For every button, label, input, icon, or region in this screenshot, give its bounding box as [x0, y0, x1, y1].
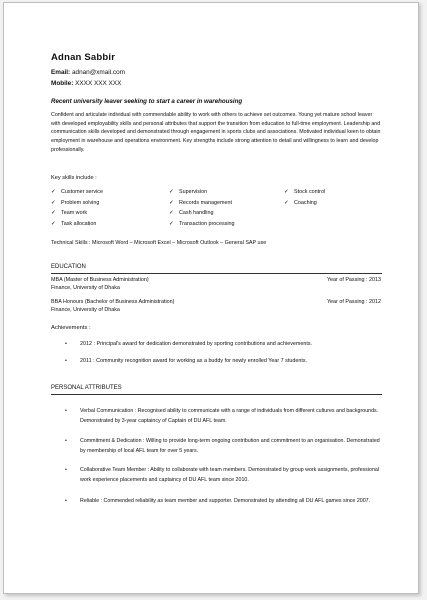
year-of-passing: Year of Passing : 2012	[326, 299, 381, 305]
mobile-value: XXXX XXX XXX	[75, 80, 122, 87]
check-icon: ✓	[51, 199, 56, 206]
skill-item: ✓ Problem solving	[51, 199, 100, 206]
bullet-icon: •	[65, 358, 67, 364]
education-entry	[51, 298, 381, 314]
candidate-name: Adnan Sabbir	[51, 52, 116, 63]
skill-item: ✓ Supervision	[169, 189, 208, 195]
bullet-icon: •	[65, 498, 67, 504]
mobile-label: Mobile:	[51, 80, 74, 87]
skills-column-3	[284, 189, 325, 210]
achievements-title: Achievements :	[51, 325, 91, 331]
key-skills-title: Key skills include :	[51, 175, 97, 181]
profile-summary: Confident and articulate individual with commendable ability to work with others to achieve set outcomes. Young yet mature school leaver with developed employability skills and personal attributes that support the transition from education to full-time employment. Leadership and communication skills developed and demonstrated through engagement in sports clubs and associations. Motivated individual keen to obtain employment in warehouse and operations environment. Key strengths include strong attention to detail and willingness to learn and develop professionally.	[51, 112, 381, 153]
skill-item: ✓ Transaction processing	[169, 220, 235, 227]
bullet-icon: •	[65, 438, 67, 444]
email-line	[51, 69, 125, 76]
skill-item: ✓ Coaching	[284, 199, 317, 206]
year-of-passing: Year of Passing : 2013	[326, 277, 381, 283]
skill-item: ✓ Stock control	[284, 189, 326, 195]
bullet-icon: •	[65, 408, 67, 414]
skills-column-2	[169, 189, 235, 231]
check-icon: ✓	[51, 220, 56, 227]
check-icon: ✓	[169, 210, 174, 217]
bullet-icon: •	[65, 467, 67, 473]
personal-attributes-title: PERSONAL ATTRIBUTES	[51, 385, 122, 391]
check-icon: ✓	[169, 189, 174, 195]
education-entry	[51, 276, 381, 292]
email-value: adnan@xmail.com	[71, 69, 125, 76]
attributes-divider	[51, 394, 382, 395]
mobile-line	[51, 80, 121, 87]
degree-department: Finance, University of Dhaka	[51, 285, 120, 291]
education-divider	[51, 273, 382, 274]
career-objective: Recent university leaver seeking to start a career in warehousing	[51, 98, 243, 105]
degree-name: MBA (Master of Business Administration)	[51, 277, 149, 283]
check-icon: ✓	[284, 199, 289, 206]
degree-department: Finance, University of Dhaka	[51, 307, 120, 313]
check-icon: ✓	[284, 189, 289, 195]
skill-item: ✓ Cash handling	[169, 210, 214, 217]
skill-item: ✓ Task allocation	[51, 220, 97, 227]
check-icon: ✓	[51, 189, 56, 195]
skills-column-1	[51, 189, 103, 231]
technical-skills: Technical Skills : Microsoft Word – Microsoft Excel – Microsoft Outlook – General SAP use	[51, 240, 267, 246]
check-icon: ✓	[51, 210, 56, 217]
check-icon: ✓	[169, 199, 174, 206]
degree-name: BBA Honours (Bachelor of Business Administration)	[51, 299, 175, 305]
skill-item: ✓ Records management	[169, 199, 233, 206]
bullet-icon: •	[65, 341, 67, 347]
skill-item: ✓ Team work	[51, 210, 88, 217]
check-icon: ✓	[169, 220, 174, 227]
education-title: EDUCATION	[51, 264, 86, 270]
email-label: Email:	[51, 69, 71, 76]
skill-item: ✓ Customer service	[51, 189, 103, 195]
